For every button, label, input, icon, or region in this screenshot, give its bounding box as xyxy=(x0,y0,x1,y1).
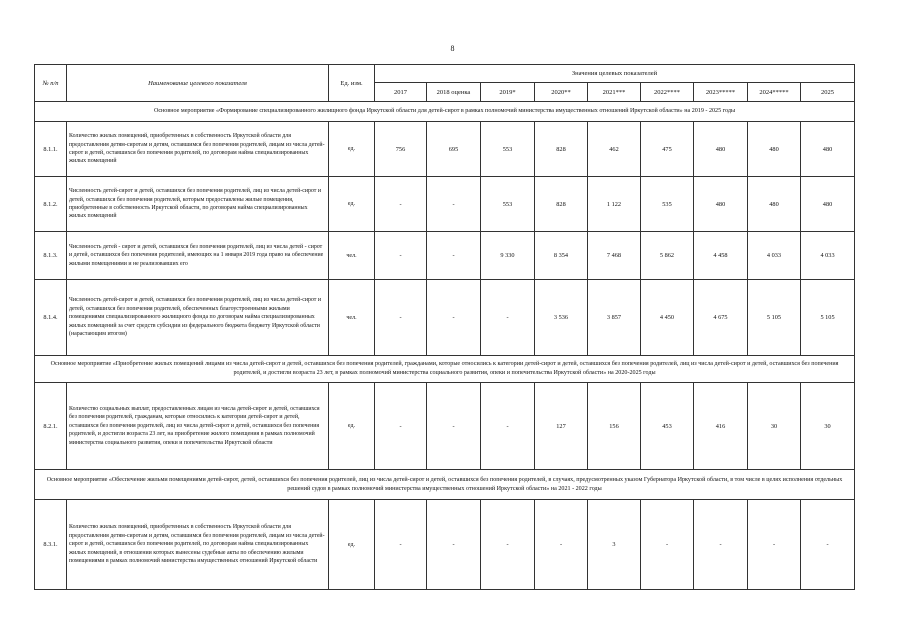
header-values-title: Значения целевых показателей xyxy=(375,65,855,83)
row-value: 5 105 xyxy=(748,280,801,356)
header-year: 2024***** xyxy=(748,83,801,102)
row-unit: чел. xyxy=(329,280,375,356)
row-code: 8.1.2. xyxy=(35,177,67,232)
row-value: 535 xyxy=(641,177,694,232)
header-year: 2025 xyxy=(801,83,855,102)
row-value: 156 xyxy=(588,383,641,470)
row-value: - xyxy=(427,232,481,280)
section-title: Основное мероприятие «Обеспечение жильми помещениями детей-сирот, детей, оставшихся без попечения родителей, лиц из числа детей-сирот и детей, оставшихся без попечения родителей, в случаях, предусмотренных указом Губернатора Иркутской области, в том числе в целях исполнения отдельных решений судов в рамках полномочий министерства имущественных отношений Иркутской области» на 2021 - 2022 годы xyxy=(35,470,855,500)
row-value: 4 033 xyxy=(748,232,801,280)
row-value: 553 xyxy=(481,177,535,232)
header-name: Наименование целевого показателя xyxy=(67,65,329,102)
row-indicator-name: Численность детей-сирот и детей, оставшихся без попечения родителей, лиц из числа детей-сирот и детей, оставшихся без попечения родителей, обеспеченных благоустроенными жилыми помещениями специализированного жилищного фонда по договорам найма специализированных жилых помещений за счет средств субсидии из федерального бюджета бюджету Иркутской области (нарастающим итогом) xyxy=(67,280,329,356)
row-value: 480 xyxy=(801,177,855,232)
header-year: 2020** xyxy=(535,83,588,102)
section-title: Основное мероприятие «Приобретение жилых помещений лицами из числа детей-сирот и детей, оставшихся без попечения родителей, гражданами, которые относились к категории детей-сирот и детей, оставшихся без попечения родителей, лиц из числа детей-сирот и детей, оставшихся без попечения родителей, и достигли возраста 23 лет, в рамках полномочий министерства социального развития, опеки и попечительства Иркутской области» на 2020-2025 годы xyxy=(35,356,855,383)
row-value: 4 450 xyxy=(641,280,694,356)
row-value: - xyxy=(481,383,535,470)
row-value: 480 xyxy=(694,177,748,232)
row-value: 475 xyxy=(641,122,694,177)
section-row xyxy=(35,356,855,383)
header-unit: Ед. изм. xyxy=(329,65,375,102)
row-unit: ед. xyxy=(329,383,375,470)
row-indicator-name: Численность детей - сирот и детей, оставшихся без попечения родителей, лиц из числа детей - сирот и детей, оставшихся без попечения родителей, имеющих на 1 января 2019 года право на обеспечение жилыми помещениями и не реализовавших его xyxy=(67,232,329,280)
row-value: 5 862 xyxy=(641,232,694,280)
row-indicator-name: Количество жилых помещений, приобретенных в собственность Иркутской области для предоставления детям-сиротам и детям, оставшимся без попечения родителей, лицам из числа детей-сирот и детей, оставшихся без попечения родителей, по договорам найма специализированных жилых помещений, в отношении которых вынесены судебные акты по обеспечению жилыми помещениями в рамках полномочий министерства имущественных отношений Иркутской области xyxy=(67,500,329,590)
row-value: - xyxy=(481,500,535,590)
table-row xyxy=(35,122,855,177)
header-num: № п/п xyxy=(35,65,67,102)
row-code: 8.1.1. xyxy=(35,122,67,177)
row-value: - xyxy=(641,500,694,590)
row-indicator-name: Количество жилых помещений, приобретенных в собственность Иркутской области для предоставления детям-сиротам и детям, оставшимся без попечения родителей, лицам из числа детей-сирот и детей, оставшихся без попечения родителей, по договорам найма специализированных жилых помещений xyxy=(67,122,329,177)
row-value: 480 xyxy=(748,122,801,177)
table-row xyxy=(35,383,855,470)
row-value: - xyxy=(375,232,427,280)
header-year: 2018 оценка xyxy=(427,83,481,102)
row-code: 8.1.3. xyxy=(35,232,67,280)
row-value: 5 105 xyxy=(801,280,855,356)
header-year: 2022**** xyxy=(641,83,694,102)
row-value: 30 xyxy=(748,383,801,470)
table-row xyxy=(35,500,855,590)
row-value: 3 536 xyxy=(535,280,588,356)
row-value: - xyxy=(694,500,748,590)
row-value: 480 xyxy=(694,122,748,177)
page-number: 8 xyxy=(450,44,455,53)
row-value: 7 468 xyxy=(588,232,641,280)
row-value: 127 xyxy=(535,383,588,470)
row-value: - xyxy=(427,280,481,356)
row-value: - xyxy=(375,280,427,356)
row-value: 4 458 xyxy=(694,232,748,280)
header-year: 2019* xyxy=(481,83,535,102)
row-value: 30 xyxy=(801,383,855,470)
target-indicators-table xyxy=(34,64,855,590)
row-value: 416 xyxy=(694,383,748,470)
row-value: - xyxy=(375,383,427,470)
row-value: - xyxy=(375,500,427,590)
row-value: 695 xyxy=(427,122,481,177)
row-code: 8.1.4. xyxy=(35,280,67,356)
row-value: 480 xyxy=(801,122,855,177)
row-value: 828 xyxy=(535,177,588,232)
section-row xyxy=(35,102,855,122)
header-year: 2021*** xyxy=(588,83,641,102)
row-value: - xyxy=(427,383,481,470)
row-value: 9 330 xyxy=(481,232,535,280)
header-year: 2023***** xyxy=(694,83,748,102)
row-value: 462 xyxy=(588,122,641,177)
row-value: 1 122 xyxy=(588,177,641,232)
row-value: 453 xyxy=(641,383,694,470)
header-year: 2017 xyxy=(375,83,427,102)
row-value: 828 xyxy=(535,122,588,177)
section-row xyxy=(35,470,855,500)
row-code: 8.2.1. xyxy=(35,383,67,470)
row-indicator-name: Количество социальных выплат, предоставленных лицам из числа детей-сирот и детей, оставшихся без попечения родителей, гражданам, которые относились к категории детей-сирот и детей, оставшихся без попечения родителей, лиц из числа детей-сирот и детей, оставшихся без попечения родителей, и достигли возраста 23 лет, на приобретение жилого помещения в рамках полномочий министерства социального развития, опеки и попечительства Иркутской области xyxy=(67,383,329,470)
row-unit: ед. xyxy=(329,177,375,232)
row-value: - xyxy=(748,500,801,590)
table-row xyxy=(35,232,855,280)
row-unit: чел. xyxy=(329,232,375,280)
row-value: - xyxy=(427,177,481,232)
row-value: 4 033 xyxy=(801,232,855,280)
row-code: 8.3.1. xyxy=(35,500,67,590)
row-value: 4 675 xyxy=(694,280,748,356)
row-value: 8 354 xyxy=(535,232,588,280)
section-title: Основное мероприятие «Формирование специализированного жилищного фонда Иркутской области для детей-сирот в рамках полномочий министерства имущественных отношений Иркутской области» на 2019 - 2025 годы xyxy=(35,102,855,122)
row-value: - xyxy=(535,500,588,590)
row-unit: ед. xyxy=(329,122,375,177)
row-value: - xyxy=(801,500,855,590)
row-value: - xyxy=(481,280,535,356)
table-row xyxy=(35,280,855,356)
row-value: 3 xyxy=(588,500,641,590)
row-value: 553 xyxy=(481,122,535,177)
row-indicator-name: Численность детей-сирот и детей, оставшихся без попечения родителей, лиц из числа детей-сирот и детей, оставшихся без попечения родителей, которым предоставлены жилые помещения, приобретенные в собственность Иркутской области, по договорам найма специализированных жилых помещений xyxy=(67,177,329,232)
row-value: - xyxy=(427,500,481,590)
row-unit: ед. xyxy=(329,500,375,590)
row-value: - xyxy=(375,177,427,232)
row-value: 3 857 xyxy=(588,280,641,356)
row-value: 756 xyxy=(375,122,427,177)
table-row xyxy=(35,177,855,232)
row-value: 480 xyxy=(748,177,801,232)
